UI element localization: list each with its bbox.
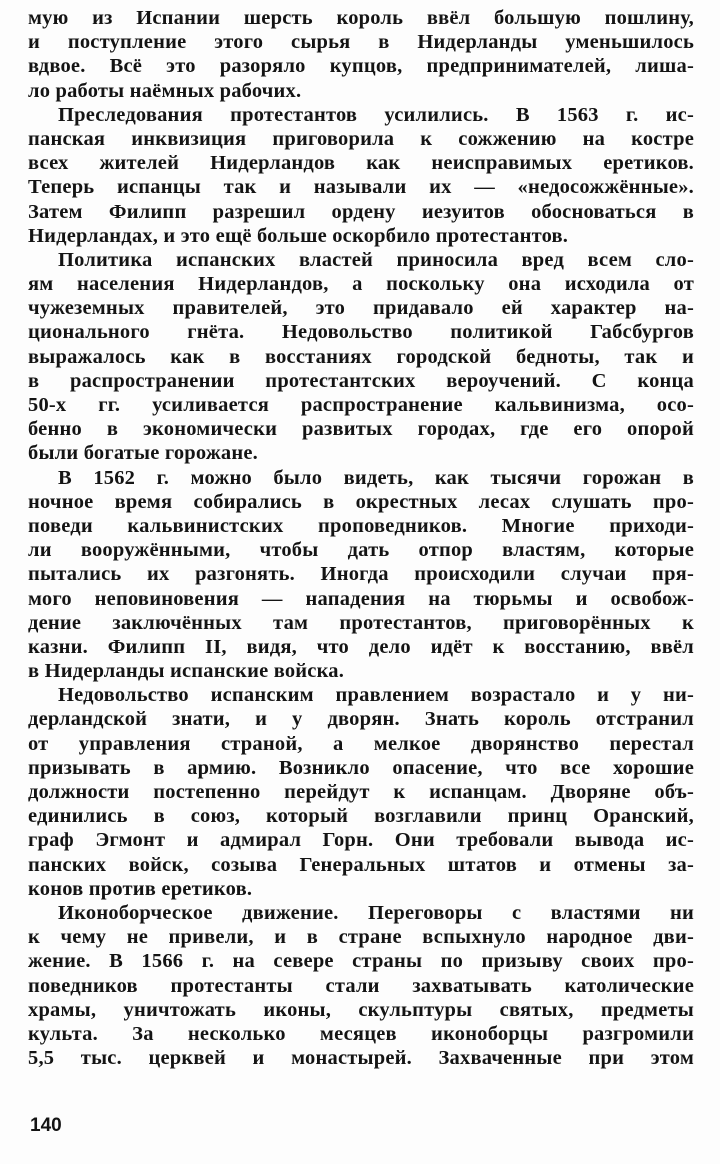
text-line: ночное время собирались в окрестных лесах слушать про- (28, 490, 694, 513)
text-line: казни. Филипп II, видя, что дело идёт к восстанию, ввёл (28, 635, 694, 658)
text-line: и поступление этого сырья в Нидерланды уменьшилось (28, 31, 694, 54)
text-line: панская инквизиция приговорила к сожжению на костре (28, 127, 694, 150)
text-line: были богатые горожане. (28, 442, 258, 465)
text-line: жение. В 1566 г. на севере страны по призыву своих про- (28, 950, 694, 973)
text-line: в распространении протестантских вероучений. С конца (28, 369, 694, 392)
text-line: Политика испанских властей приносила вред всем сло- (58, 248, 694, 271)
text-line: дерландской знати, и у дворян. Знать король отстранил (28, 708, 694, 731)
text-line: дение заключённых там протестантов, приговорённых к (28, 611, 694, 634)
text-line: Преследования протестантов усилились. В 1563 г. ис- (58, 103, 694, 126)
page-number: 140 (30, 1115, 62, 1136)
text-line: Иконоборческое движение. Переговоры с властями ни (58, 901, 694, 924)
text-line: мого неповиновения — нападения на тюрьмы и освобож- (28, 587, 694, 610)
text-line: ли вооружёнными, чтобы дать отпор властям, которые (28, 539, 694, 562)
text-line: призывать в армию. Возникло опасение, что все хорошие (28, 756, 694, 779)
text-line: 5,5 тыс. церквей и монастырей. Захваченные при этом (28, 1047, 694, 1070)
text-line: Затем Филипп разрешил ордену иезуитов обосноваться в (28, 200, 694, 223)
text-line: 50-х гг. усиливается распространение кальвинизма, осо- (28, 394, 694, 416)
text-line: от управления страной, а мелкое дворянство перестал (28, 732, 694, 755)
body-text (28, 6, 694, 1070)
text-line: пытались их разгонять. Иногда происходили случаи пря- (28, 563, 694, 586)
text-line: мую из Испании шерсть король ввёл большую пошлину, (28, 7, 694, 29)
text-line: в Нидерланды испанские войска. (28, 660, 345, 683)
text-line: Недовольство испанским правлением возрастало и у ни- (58, 684, 694, 707)
text-line: панских войск, созыва Генеральных штатов и отмены за- (28, 853, 694, 876)
text-line: ционального гнёта. Недовольство политикой Габсбургов (28, 321, 694, 344)
text-line: чужеземных правителей, это придавало ей характер на- (28, 297, 694, 320)
text-line: должности постепенно перейдут к испанцам. Дворяне объ- (28, 781, 694, 803)
text-line: к чему не привели, и в стране вспыхнуло народное дви- (28, 926, 694, 949)
text-line: бенно в экономически развитых городах, где его опорой (28, 418, 694, 441)
text-line: Теперь испанцы так и называли их — «недосожжённые». (28, 176, 694, 199)
text-line: всех жителей Нидерландов как неисправимых еретиков. (28, 152, 694, 175)
text-line: единились в союз, который возглавили принц Оранский, (28, 805, 694, 828)
text-line: конов против еретиков. (28, 877, 253, 900)
text-line: культа. За несколько месяцев иконоборцы разгромили (28, 1022, 694, 1045)
text-line: поведи кальвинистских проповедников. Многие приходи- (28, 514, 694, 537)
text-line: граф Эгмонт и адмирал Горн. Они требовали вывода ис- (28, 829, 694, 852)
text-line: Нидерландах, и это ещё больше оскорбило протестантов. (28, 224, 569, 247)
text-line: ло работы наёмных рабочих. (28, 79, 302, 102)
text-line: В 1562 г. можно было видеть, как тысячи горожан в (58, 466, 694, 489)
text-line: выражалось как в восстаниях городской бедноты, так и (28, 345, 694, 368)
text-line: вдвое. Всё это разоряло купцов, предпринимателей, лиша- (28, 55, 694, 78)
text-line: храмы, уничтожать иконы, скульптуры святых, предметы (28, 998, 694, 1021)
text-line: ям населения Нидерландов, а поскольку она исходила от (28, 273, 694, 296)
text-line: поведников протестанты стали захватывать католические (28, 974, 694, 997)
